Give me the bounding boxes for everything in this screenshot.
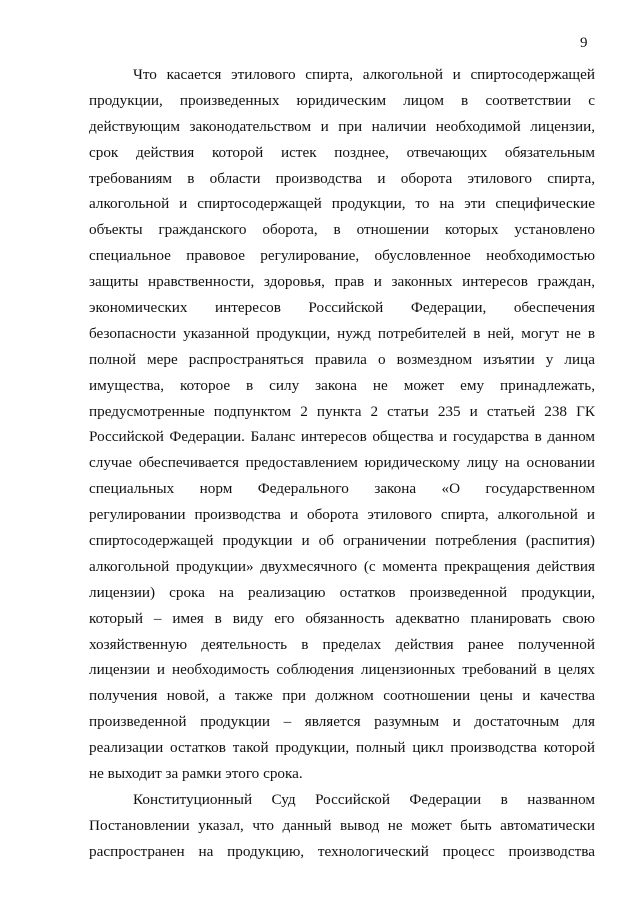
text-line: регулировании производства и оборота этилового спирта, алкогольной и <box>89 506 595 524</box>
text-line: реализации остатков такой продукции, полный цикл производства которой <box>89 739 595 757</box>
text-line: экономических интересов Российской Федерации, обеспечения <box>89 299 595 317</box>
text-line: Конституционный Суд Российской Федерации в названном <box>133 790 595 808</box>
text-line: алкогольной продукции» двухмесячного (с момента прекращения действия <box>89 557 595 575</box>
paragraph-1 <box>89 62 595 787</box>
text-line: лицензии и необходимость соблюдения лицензионных требований в целях <box>89 661 595 679</box>
page-number: 9 <box>580 35 588 51</box>
paragraph-2 <box>89 787 595 865</box>
text-line: предусмотренные подпунктом 2 пункта 2 статьи 235 и статьей 238 ГК <box>89 402 595 420</box>
text-line: Что касается этилового спирта, алкогольной и спиртосодержащей <box>133 66 595 83</box>
text-line: распространен на продукцию, технологический процесс производства <box>89 842 595 860</box>
text-line: алкогольной и спиртосодержащей продукции, то на эти специфические <box>89 195 595 213</box>
text-line: случае обеспечивается предоставлением юридическому лицу на основании <box>89 454 595 472</box>
text-line: произведенной продукции – является разумным и достаточным для <box>89 713 595 731</box>
text-line: безопасности указанной продукции, нужд потребителей в ней, могут не в <box>89 324 595 342</box>
text-line: имущества, которое в силу закона не может ему принадлежать, <box>89 376 595 394</box>
text-line: специальное правовое регулирование, обусловленное необходимостью <box>89 247 595 265</box>
text-line: лицензии) срока на реализацию остатков произведенной продукции, <box>89 583 595 601</box>
document-body <box>89 62 595 865</box>
text-line: получения новой, а также при должном соотношении цены и качества <box>89 687 595 705</box>
text-line: требованиям в области производства и оборота этилового спирта, <box>89 169 595 187</box>
text-line: хозяйственную деятельность в пределах действия ранее полученной <box>89 635 595 653</box>
text-line: действующим законодательством и при наличии необходимой лицензии, <box>89 117 595 135</box>
text-line: продукции, произведенных юридическим лицом в соответствии с <box>89 91 595 109</box>
text-line: Российской Федерации. Баланс интересов общества и государства в данном <box>89 428 595 446</box>
text-line: спиртосодержащей продукции и об ограничении потребления (распития) <box>89 532 595 550</box>
text-line: полной мере распространяться правила о возмездном изъятии у лица <box>89 350 595 368</box>
text-line: не выходит за рамки этого срока. <box>89 765 303 783</box>
text-line: защиты нравственности, здоровья, прав и законных интересов граждан, <box>89 273 595 291</box>
text-line: который – имея в виду его обязанность адекватно планировать свою <box>89 609 595 627</box>
text-line: Постановлении указал, что данный вывод не может быть автоматически <box>89 816 595 834</box>
text-line: объекты гражданского оборота, в отношении которых установлено <box>89 221 595 239</box>
text-line: специальных норм Федерального закона «О государственном <box>89 480 595 498</box>
text-line: срок действия которой истек позднее, отвечающих обязательным <box>89 143 595 161</box>
